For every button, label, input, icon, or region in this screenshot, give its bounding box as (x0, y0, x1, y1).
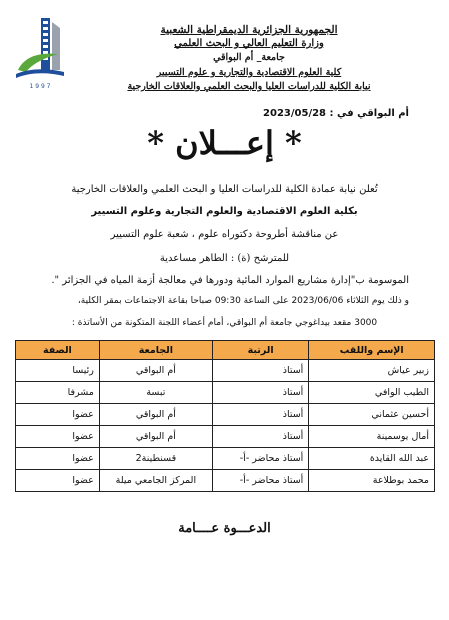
table-row (16, 382, 435, 404)
member-name: أحسين عثماني (309, 404, 435, 426)
member-name: الطيب الوافي (309, 382, 435, 404)
member-university: أم البواقي (99, 426, 212, 448)
member-name: زبير عياش (309, 360, 435, 382)
committee-intro-line: 3000 مقعد بيداغوجي جامعة أم البواقي، أمام أعضاء اللجنة المتكونة من الأساتذة : (71, 318, 378, 328)
member-rank: أستاذ محاضر -أ- (212, 448, 308, 470)
candidate-line: للمترشح (ة) : الطاهر مساعدية (159, 253, 290, 264)
member-university: أم البواقي (99, 360, 212, 382)
body-line-1: تُعلن نيابة عمادة الكلية للدراسات العليا و البحث العلمي والعلاقات الخارجية (71, 184, 378, 195)
member-rank: أستاذ (212, 426, 308, 448)
member-role: مشرفا (16, 382, 100, 404)
header-ministry: وزارة التعليم العالي و البحث العلمي (174, 38, 324, 49)
member-name: عبد الله القايدة (309, 448, 435, 470)
table-row (16, 470, 435, 492)
body-line-2: بكلية العلوم الاقتصادية والعلوم التجارية وعلوم التسيير (91, 206, 358, 217)
announcement-title: * إعـــلان * (147, 124, 302, 162)
member-university: تبسة (99, 382, 212, 404)
member-university: المركز الجامعي ميلة (99, 470, 212, 492)
date-time-line: و ذلك يوم الثلاثاء 2023/06/06 على الساعة 09:30 صباحا بقاعة الاجتماعات بمقر الكلية، (77, 296, 409, 306)
member-name: محمد بوطلاعة (309, 470, 435, 492)
logo-side (52, 22, 60, 70)
member-university: أم البواقي (99, 404, 212, 426)
table-row (16, 360, 435, 382)
thesis-title-line: الموسومة ب"إدارة مشاريع الموارد المائية ودورها في معالجة أزمة المياه في الجزائر ". (51, 275, 409, 286)
member-role: عضوا (16, 426, 100, 448)
member-role: عضوا (16, 448, 100, 470)
table-header-row (16, 341, 435, 360)
column-header-university: الجامعة (99, 341, 212, 360)
member-role: رئيسا (16, 360, 100, 382)
member-rank: أستاذ (212, 382, 308, 404)
date-line: أم البواقي في : 2023/05/28 (263, 108, 409, 119)
header-university: جامعة_ أم البواقي (213, 52, 285, 63)
committee-table (15, 340, 435, 492)
member-rank: أستاذ محاضر -أ- (212, 470, 308, 492)
member-role: عضوا (16, 470, 100, 492)
body-line-3: عن مناقشة أطروحة دكتوراه علوم ، شعبة علوم التسيير (110, 229, 339, 240)
public-invitation-footer: الدعـــوة عــــامة (178, 521, 271, 536)
member-role: عضوا (16, 404, 100, 426)
member-university: قسنطينة2 (99, 448, 212, 470)
header-republic: الجمهورية الجزائرية الديمقراطية الشعبية (160, 24, 338, 36)
member-rank: أستاذ (212, 360, 308, 382)
column-header-role: الصفة (16, 341, 100, 360)
university-logo (14, 12, 66, 94)
university-logo-graphic (14, 12, 66, 94)
logo-tower (41, 18, 50, 70)
member-name: أمال يوسمينة (309, 426, 435, 448)
column-header-rank: الرتبة (212, 341, 308, 360)
column-header-name: الإسم واللقب (309, 341, 435, 360)
member-rank: أستاذ (212, 404, 308, 426)
logo-caption: 1 9 9 7 (29, 83, 51, 90)
table-row (16, 404, 435, 426)
header-faculty: كلية العلوم الاقتصادية والتجارية و علوم التسيير (156, 67, 342, 78)
table-row (16, 426, 435, 448)
header-vice-deanship: نيابة الكلية للدراسات العليا والبحث العلمي والعلاقات الخارجية (127, 81, 371, 92)
table-row (16, 448, 435, 470)
